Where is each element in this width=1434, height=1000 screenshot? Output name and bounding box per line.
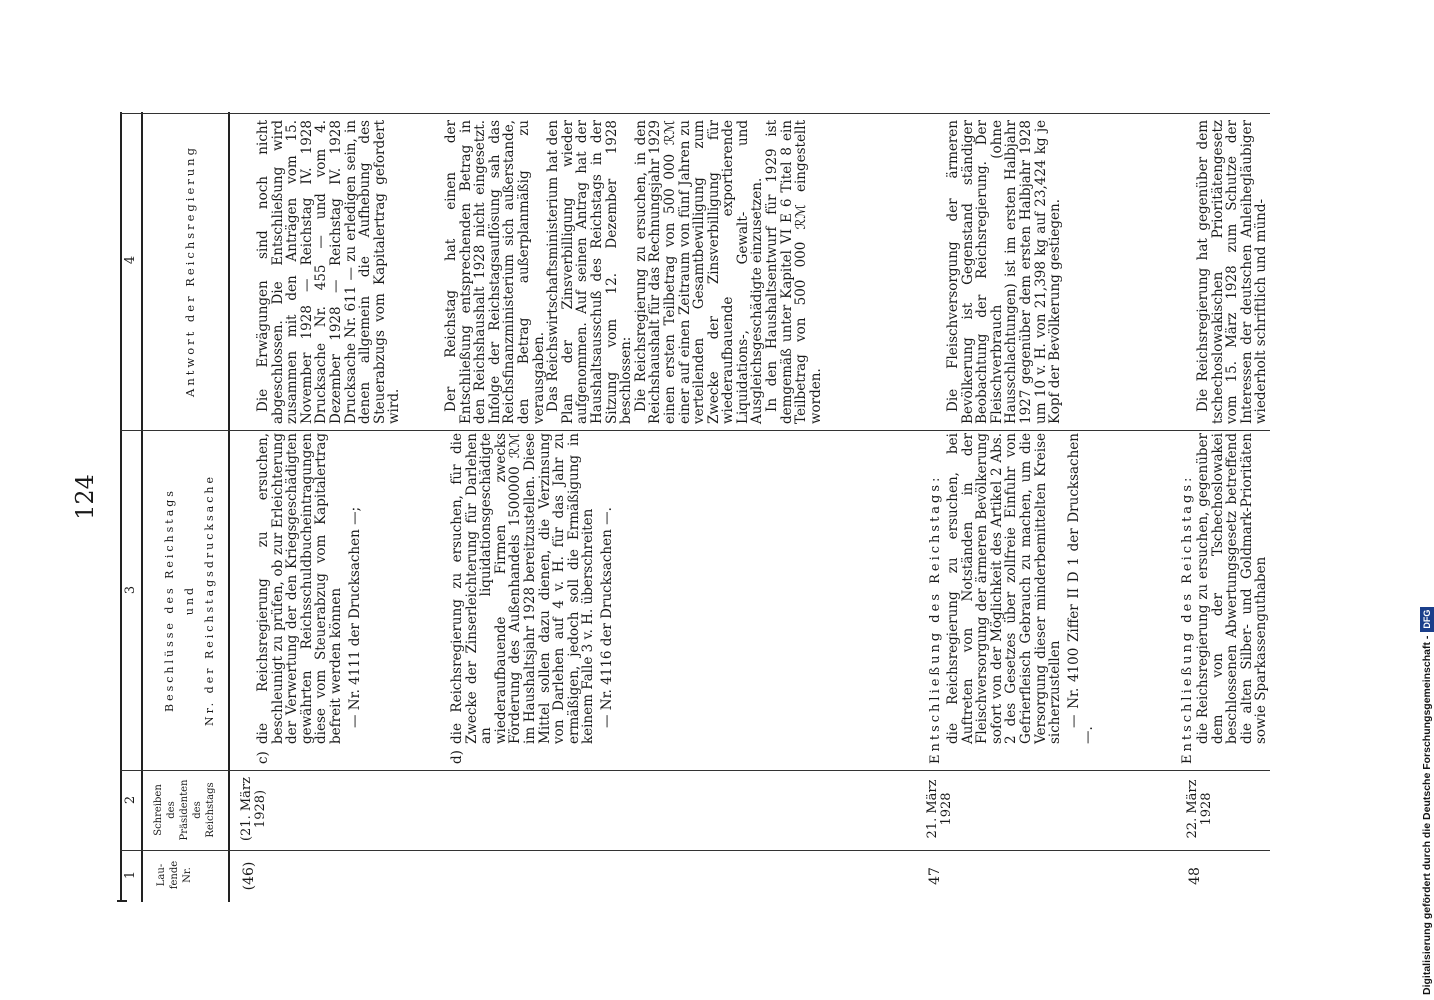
header-beschluesse: Beschlüsse des Reichstags und Nr. der Reichstagsdrucksache (163, 474, 216, 727)
header-antwort: Antwort der Reichsregierung (183, 145, 197, 397)
digitization-watermark (1419, 5, 1434, 995)
row-48-text (1196, 433, 1269, 744)
row-48-body: die Reichsregierung zu ersuchen, gegenüber dem von der Tschechoslowakei beschlossenen Abwertungsgesetz betreffend die alten Silber- und Goldmark-Prioritäten sowie Sparkassenguthaben (1195, 433, 1270, 744)
row-46-item-d-text (450, 433, 615, 744)
row-46-date: (21. März 1928) (239, 777, 268, 842)
row-47-answer: Die Fleischversorgung der ärmeren Bevölkerung ist Gegenstand ständiger Beobachtung der Reichsregierung. Der Fleischverbrauch (ohne Hausschlachtungen) ist im ersten Halbjahr 1927 gegenüber dem ersten Halbjahr 1928 um 10 v. H. von 21,398 kg auf 23,424 kg je Kopf der Bevölkerung gestiegen. (945, 120, 1064, 424)
row-46-item-d-body: die Reichsregierung zu ersuchen, für die Zwecke der Zinserleichterung für Darlehen an liquidationsgeschädigte wiederaufbauende Firmen zwecks Förderung des Außenhandels 1500000 ℛℳ im Haushaltsjahr 1928 bereitzustellen. Diese Mittel sollen dazu dienen, die Verzinsung von Darlehen auf 4 v. H. für das Jahr zu ermäßigen, jedoch soll die Ermäßigung in keinem Falle 3 v. H. überschreiten (449, 433, 597, 744)
column-number-rule (141, 112, 143, 902)
row-46-item-c-reference: — Nr. 4111 der Drucksachen —; (346, 506, 363, 728)
dfg-logo: DFG (1420, 607, 1434, 632)
row-48-answer: Die Reichsregierung hat gegenüber dem tschechoslowakischen Prioritätengesetz vom 15. März 1928 zum Schutze der Interessen der deutschen Anleihegläubiger wiederholt schriftlich und münd- (1195, 120, 1270, 424)
row-46-answer-d-para-1: Der Reichstag hat einen der Entschließung entsprechenden Betrag in den Reichshaushalt 1928 nicht eingesetzt. Infolge der Reichstagsauflösung sah das Reichsfinanzministerium sich außerstande, den Betrag außerplanmäßig zu verausgaben. (443, 120, 547, 424)
row-47-reference: — Nr. 4100 Ziffer II D 1 der Drucksachen —. (1065, 433, 1097, 744)
row-47-heading: Entschließung des Reichstags: (928, 474, 943, 764)
row-46-item-d-reference: — Nr. 4116 der Drucksachen —. (598, 507, 615, 728)
row-46-number: (46) (241, 861, 257, 891)
row-47-number: 47 (927, 867, 943, 885)
row-46-answer-d-para-2: Das Reichswirtschaftsministerium hat den Plan der Zinsverbilligung wieder aufgenommen. Auf seinen Antrag hat der Haushaltsausschuß des Reichstags in der Sitzung vom 12. Dezember 1928 beschlossen: (545, 120, 635, 424)
column-number-1: 1 (123, 870, 138, 880)
row-48-date: 22. März 1928 (1185, 779, 1214, 839)
row-46-answer-d (444, 120, 823, 424)
row-46-answer-d-para-4: In den Haushaltsentwurf für 1929 ist demgemäß unter Kapitel VI E 6 Titel 8 ein Teilbetrag von 500 000 ℛℳ eingestellt worden. (764, 120, 824, 424)
row-47-text (946, 433, 1096, 744)
row-47-date: 21. März 1928 (925, 779, 954, 839)
row-46-item-c-body: die Reichsregierung zu ersuchen, beschleunigt zu prüfen, ob zur Erleichterung der Verwertung der den Kriegsgeschädigten gewährten Reichsschuldbucheintragungen diese vom Steuerabzug vom Kapitalertrag befreit werden können (255, 433, 344, 744)
table-top-rule (117, 900, 127, 902)
page-number: 124 (71, 474, 99, 520)
header-laufende-nr: Lau- fende Nr. (156, 860, 193, 890)
header-schreiben: Schreiben des Präsidenten des Reichstags (153, 779, 216, 841)
col-divider-2-3 (120, 770, 1270, 771)
column-number-4: 4 (123, 255, 138, 265)
row-48-heading: Entschließung des Reichstags: (1180, 474, 1195, 764)
row-46-item-d-letter: d) (449, 750, 465, 764)
table-right-edge (120, 113, 1270, 114)
column-number-3: 3 (123, 585, 138, 595)
col-divider-1-2 (120, 850, 1270, 851)
header-rule (228, 112, 230, 902)
row-47-body: die Reichsregierung zu ersuchen, bei Auftreten von Notständen in der Fleischversorgung der ärmeren Bevölkerung sofort von der Möglichkeit des Artikel 2 Abs. 2 des Gesetzes über zollfreie Einfuhr von Gefrierfleisch Gebrauch zu machen, um die Versorgung dieser minderbemittelten Kreise sicherzustellen (945, 433, 1064, 744)
col-divider-3-4 (120, 430, 1270, 431)
watermark-text: Digitalisierung gefördert durch die Deutsche Forschungsgemeinschaft - (1421, 635, 1433, 995)
row-46-item-c-text (256, 433, 362, 744)
row-46-item-c-letter: c) (255, 751, 271, 764)
row-46-answer-c: Die Erwägungen sind noch nicht abgeschlossen. Die Entschließung wird zusammen mit den Anträgen vom 15. November 1928 — Reichstag IV. 1928 Drucksache Nr. 455 — und vom 4. Dezember 1928 — Reichstag IV. 1928 Drucksache Nr. 611 — zu erledigen sein, in denen allgemein die Aufhebung des Steuerabzugs vom Kapitalertrag gefordert wird. (255, 120, 403, 424)
row-46-answer-d-para-3: Die Reichsregierung zu ersuchen, in den Reichshaushalt für das Rechnungsjahr 1929 einen ersten Teilbetrag von 500 000 ℛℳ einer auf einen Zeitraum von fünf Jahren zu verteilenden Gesamtbewilligung zum Zwecke der Zinsverbilligung für wiederaufbauende exportierende Liquidations-, Gewalt- und Ausgleichsgeschädigte einzusetzen. (632, 120, 766, 424)
column-number-2: 2 (123, 795, 138, 805)
row-48-number: 48 (1187, 867, 1203, 885)
